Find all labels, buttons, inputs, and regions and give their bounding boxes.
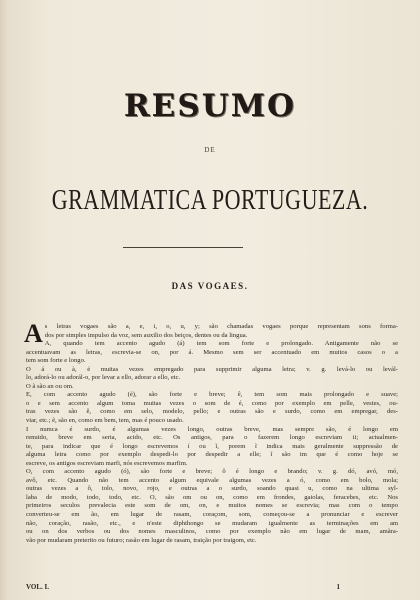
body-line: avô, etc. Quando não tem accento algum equivale algumas vezes a ó, como em bolo, mola; bbox=[26, 476, 398, 484]
body-line: dos por simples impulso da voz, sem auxilio dos beiços, dentes ou da lingua. bbox=[44, 331, 248, 339]
title-divider bbox=[123, 247, 243, 248]
body-line: A, quando tem accento agudo (á) tem som forte e prolongado. Antigamente não se bbox=[44, 340, 398, 348]
body-line: O ã são an ou om. bbox=[26, 382, 74, 390]
volume-label: VOL. I. bbox=[26, 583, 50, 591]
title-connector: DE bbox=[204, 146, 216, 154]
body-line: I numca é surdo, é algumas vezes longo, outras breve, mas sempre são, é longo em bbox=[26, 425, 398, 433]
body-line: renuido, breve em seria, acido, etc. Os antigos, para o fazerem longo escreviam ii; actualmen- bbox=[26, 434, 398, 442]
drop-cap: A bbox=[24, 319, 43, 348]
body-line: laba de modo, todo, todo, etc. O, são om ou on, como em frondes, gaiolas, feracebes, etc. Nos bbox=[26, 493, 398, 501]
body-line: converteu-se em ão, em lugar de rasam, coraçom, som, começou-se a pronunciar e escrever bbox=[26, 511, 398, 519]
page-footer bbox=[26, 583, 398, 591]
body-line: s letras vogaes são a, e, i, o, u, y; são chamadas vogaes porque representam sons forma- bbox=[44, 323, 398, 330]
body-line: escreve, os antigos escreviam marfi, nós escrevemos marfim. bbox=[26, 459, 188, 467]
page-subtitle: GRAMMATICA PORTUGUEZA. bbox=[51, 183, 369, 216]
body-line: viar, etc.; ẽ, são en, como em bem, tem, mas é pouco usado. bbox=[26, 417, 184, 425]
body-line: não, coração, rasão, etc., e n'este diphthongo se mudaram igualmente as terminações em am bbox=[26, 519, 398, 527]
body-line: te, para indicar que é longo escrevemos í ou ĩ, porem ĩ indica mais geralmente suppressão de bbox=[26, 442, 398, 450]
body-line: tem som forte e longo. bbox=[26, 357, 86, 365]
body-line: tras vezes são ê, como em selo, modelo, pello; e outras são e surdo, como em empregar, des- bbox=[26, 408, 398, 416]
signature-mark: 1 bbox=[336, 583, 340, 591]
body-line: primeiros seculos prevalecia este som de om, on, e muitos nomes se escrevia; mas com o tempo bbox=[26, 502, 398, 510]
body-lines bbox=[24, 319, 398, 545]
body-line: O, com accento agudo (ó), são forte e breve; ô é longo e brando; v. g. dó, avó, mó, bbox=[26, 468, 398, 476]
body-text bbox=[24, 319, 398, 545]
page-title: RESUMO bbox=[123, 88, 297, 124]
body-line: accentuavam as letras, escrevia-se on, por á. Mesmo sem ser accentuado em muitos casos o a bbox=[26, 348, 398, 356]
section-heading: DAS VOGAES. bbox=[171, 281, 249, 291]
body-line: lo, adorá-lo ou adorál-o, por levar a ello, adorar a ello, etc. bbox=[26, 374, 181, 382]
body-line: O á ou à, é muitas vezes empregado para supprimir alguma letra; v. g. levá-lo ou levál- bbox=[26, 365, 398, 373]
body-line: vão por mudaram preterito ou futuro; rasão em lugar de rasam, traição por traigom, etc. bbox=[26, 536, 257, 544]
body-line: o e sem accento algum toma muitas vezes o som de é, como por exemplo em pelle, vestes, ou- bbox=[26, 399, 398, 407]
body-line: outras vezes a ô, tolo, novo, rojo, e outras a o surdo, soando quasi u, como na ultima syl- bbox=[26, 485, 398, 493]
body-line: alguma letra como por exemplo despedi-lo por despedir a elle; ĩ são im que é como hoje se bbox=[26, 451, 398, 459]
body-line: E, com accento agudo (é), são forte e breve; ê, tem som mais prolongado e suave; bbox=[26, 391, 398, 399]
body-line: ou on dos verbos ou dos nomes masculinos, como por exemplo não em lugar de mam, amãra- bbox=[26, 528, 398, 536]
